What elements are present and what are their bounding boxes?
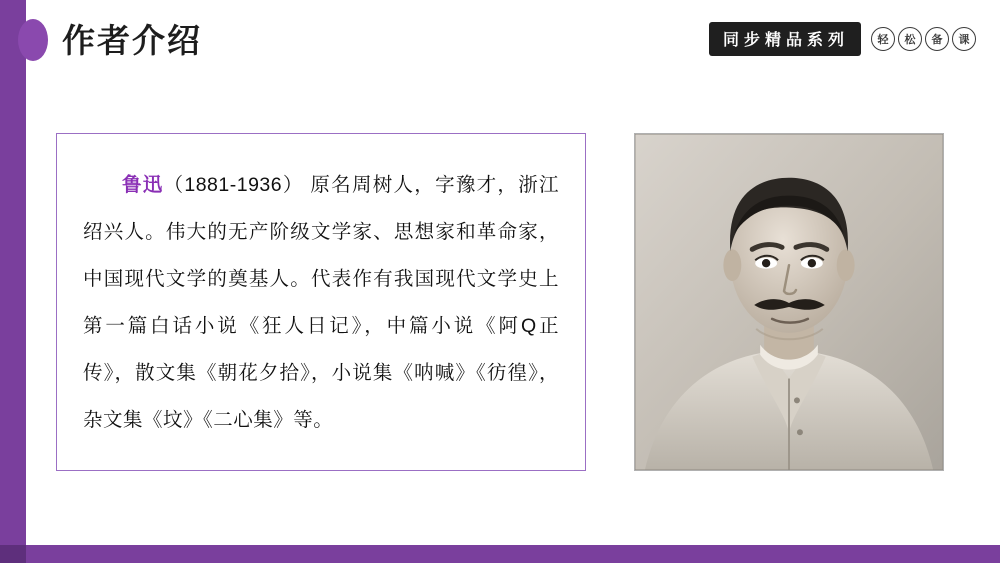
- author-name: 鲁迅: [122, 174, 164, 196]
- slide-title-group: [18, 14, 202, 66]
- author-portrait-image: [635, 134, 943, 470]
- brand-label: 同步精品系列: [709, 22, 861, 56]
- brand-chip: 备: [925, 27, 949, 51]
- brand-chip-group: [868, 27, 976, 51]
- author-bio-text: （1881-1936） 原名周树人，字豫才，浙江绍兴人。伟大的无产阶级文学家、思想家和革命家，中国现代文学的奠基人。代表作有我国现代文学史上第一篇白话小说《狂人日记》，中篇小说《阿Q正传》，散文集《朝花夕拾》，小说集《呐喊》《彷徨》，杂文集《坟》《二心集》等。: [83, 174, 559, 431]
- left-accent-bar: [0, 0, 26, 563]
- bottom-accent-bar-corner: [0, 545, 26, 563]
- title-bullet-icon: [18, 19, 48, 61]
- author-bio-paragraph: [83, 162, 559, 444]
- author-bio-card: [56, 133, 586, 471]
- brand-chip: 课: [952, 27, 976, 51]
- author-portrait: [634, 133, 944, 471]
- bottom-accent-bar: [0, 545, 1000, 563]
- brand-badge: [709, 22, 976, 56]
- brand-chip: 轻: [871, 27, 895, 51]
- page-title: 作者介绍: [62, 21, 202, 59]
- brand-chip: 松: [898, 27, 922, 51]
